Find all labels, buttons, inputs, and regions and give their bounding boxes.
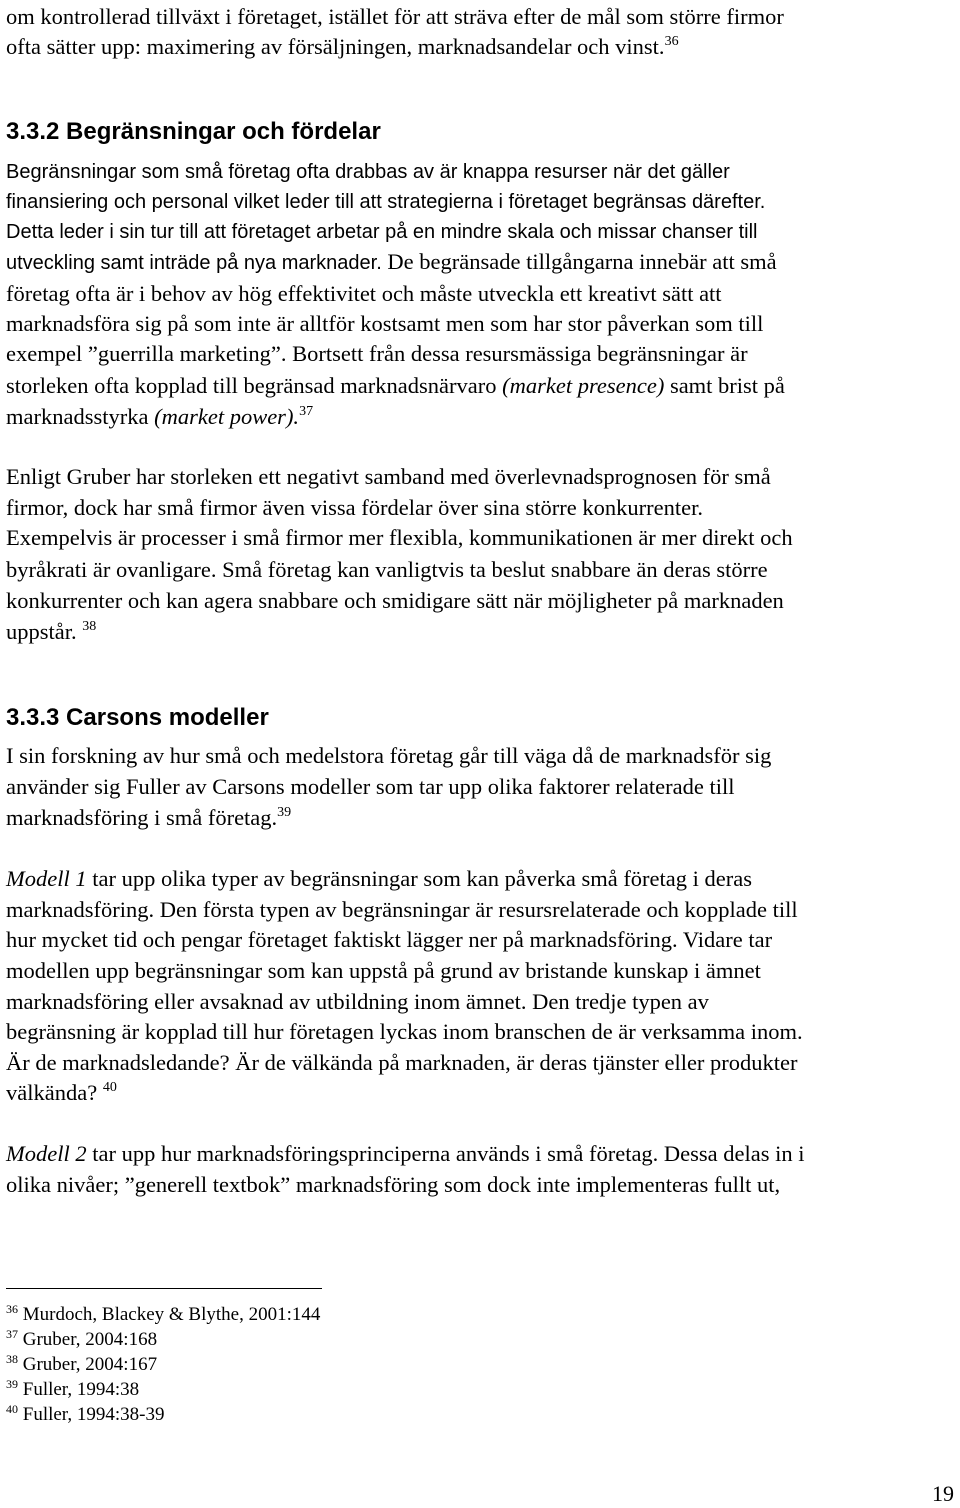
page-number: 19 (932, 1481, 954, 1506)
footnote: $^{37}$ Gruber, 2004:168 (6, 1327, 158, 1350)
footnote-ref[interactable]: 37 (299, 404, 314, 419)
footnote-ref[interactable]: 40 (102, 1080, 117, 1095)
body-text-line: marknadsföring. Den första typen av begränsningar är resursrelaterade och kopplade till (6, 897, 798, 922)
body-text-line: marknadsföring eller avsaknad av utbildning inom ämnet. Den tredje typen av (6, 989, 709, 1014)
body-text-line: olika nivåer; ”generell textbok” marknadsföring som dock inte implementeras fullt ut, (6, 1172, 781, 1197)
body-text-line: Exempelvis är processer i små firmor mer flexibla, kommunikationen är mer direkt och (6, 525, 793, 550)
body-text-line: Modell 1 tar upp olika typer av begränsningar som kan påverka små företag i deras (6, 866, 752, 891)
body-text-line: Enligt Gruber har storleken ett negativt samband med överlevnadsprognosen för små (6, 464, 771, 489)
body-text-line: hur mycket tid och pengar företaget faktiskt lägger ner på marknadsföring. Vidare tar (6, 927, 773, 952)
section-heading: 3.3.3 Carsons modeller (6, 704, 269, 731)
body-text-line: marknadsföra sig på som inte är alltför kostsamt men som har stor påverkan som till (6, 311, 764, 336)
body-text-line: ofta sätter upp: maximering av försäljningen, marknadsandelar och vinst.$^{36}$ (6, 34, 679, 59)
body-text-line: Detta leder i sin tur till att företaget arbetar på en mindre skala och missar chanser till (6, 221, 758, 243)
body-text-line: utveckling samt inträde på nya marknader. De begränsade tillgångarna innebär att små (6, 249, 777, 274)
body-text-line: firmor, dock har små firmor även vissa fördelar över sina större konkurrenter. (6, 495, 703, 520)
body-text-line: finansiering och personal vilket leder till att strategierna i företaget begränsas därefter. (6, 191, 766, 213)
footnote-separator (6, 1288, 322, 1289)
body-text-line: marknadsstyrka (market power).$^{37}$ (6, 404, 314, 429)
body-text-line: om kontrollerad tillväxt i företaget, istället för att sträva efter de mål som större firmor (6, 4, 784, 29)
body-text-line: modellen upp begränsningar som kan uppstå på grund av bristande kunskap i ämnet (6, 958, 761, 983)
body-text-line: begränsning är kopplad till hur företagen lyckas inom branschen de är verksamma inom. (6, 1019, 803, 1044)
body-text-line: välkända? $^{40}$ (6, 1080, 117, 1105)
footnote-ref[interactable]: 39 (277, 805, 292, 820)
body-text-line: Begränsningar som små företag ofta drabbas av är knappa resurser när det gäller (6, 161, 730, 183)
body-text-line: byråkrati är ovanligare. Små företag kan vanligtvis ta beslut snabbare än deras större (6, 557, 768, 582)
body-text-line: företag ofta är i behov av hög effektivitet och måste utveckla ett kreativt sätt att (6, 281, 722, 306)
body-text-line: I sin forskning av hur små och medelstora företag går till väga då de marknadsför sig (6, 743, 772, 768)
body-text-line: Är de marknadsledande? Är de välkända på marknaden, är deras tjänster eller produkter (6, 1050, 798, 1075)
footnote-ref[interactable]: 38 (82, 619, 97, 634)
body-text-line: marknadsföring i små företag.$^{39}$ (6, 805, 292, 830)
body-text-line: storleken ofta kopplad till begränsad marknadsnärvaro (market presence) samt brist på (6, 373, 785, 398)
body-text-line: uppstår. $^{38}$ (6, 619, 97, 644)
body-text-line: Modell 2 tar upp hur marknadsföringsprinciperna används i små företag. Dessa delas in i (6, 1141, 805, 1166)
section-heading: 3.3.2 Begränsningar och fördelar (6, 118, 381, 145)
footnote: $^{39}$ Fuller, 1994:38 (6, 1377, 140, 1400)
footnote-ref[interactable]: 36 (664, 34, 679, 49)
footnote: $^{40}$ Fuller, 1994:38-39 (6, 1402, 165, 1425)
footnote: $^{36}$ Murdoch, Blackey & Blythe, 2001:144 (6, 1302, 321, 1325)
body-text-line: exempel ”guerrilla marketing”. Bortsett från dessa resursmässiga begränsningar är (6, 341, 748, 366)
footnote: $^{38}$ Gruber, 2004:167 (6, 1352, 158, 1375)
body-text-line: konkurrenter och kan agera snabbare och smidigare sätt när möjligheter på marknaden (6, 588, 784, 613)
body-text-line: använder sig Fuller av Carsons modeller som tar upp olika faktorer relaterade till (6, 774, 735, 799)
